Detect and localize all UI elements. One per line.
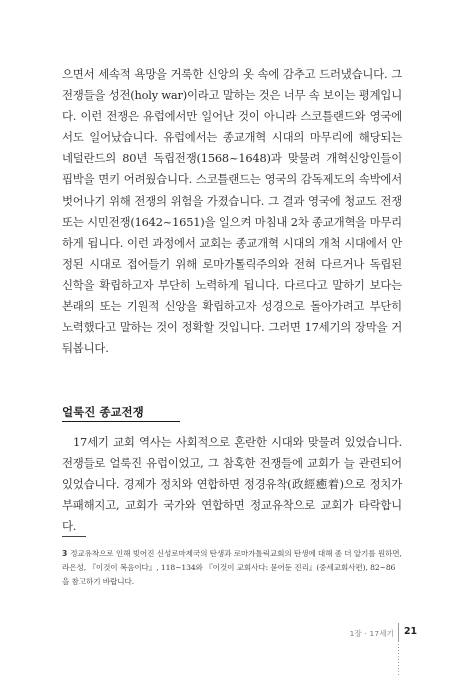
footnote xyxy=(62,547,402,589)
footnote-number: 3 xyxy=(62,549,68,558)
body-paragraph: 으면서 세속적 욕망을 거룩한 신앙의 옷 속에 감추고 드러냈습니다. 그 전쟁들을 성전(holy war)이라고 말하는 것은 너무 속 보이는 평계입니다. 이런 전쟁은 유럽에서만 일어난 것이 아니라 스코틀랜드와 영국에서도 일어났습니다. 유럽에서는 종교개혁 시대의 마무리에 해당되는 네덜란드의 80년 독립전쟁(1568~1648)과 맞물려 개혁신앙인들이 핍박을 면키 어려웠습니다. 스코틀랜드는 영국의 감독제도의 속박에서 벗어나기 위해 전쟁의 위험을 가졌습니다. 그 결과 영국에 청교도 전쟁 또는 시민전쟁(1642~1651)을 일으켜 마침내 2차 종교개혁을 마무리하게 됩니다. 이런 과정에서 교회는 종교개혁 시대의 개척 시대에서 안정된 시대로 접어들기 위해 로마가톨릭주의와 전혀 다르거나 독립된 신학을 확립하고자 부단히 노력하게 됩니다. 다르다고 말하기 보다는 본래의 또는 기원적 신앙을 확립하고자 성경으로 돌아가려고 부단히 노력했다고 말하는 것이 정확할 것입니다. 그러면 17세기의 장막을 거둬봅니다. xyxy=(62,67,402,356)
section-heading: 얼룩진 종교전쟁 xyxy=(62,405,144,419)
section-paragraph: 17세기 교회 역사는 사회적으로 혼란한 시대와 맞물려 있었습니다. 전쟁들로 얼룩진 유럽이었고, 그 참혹한 전쟁들에 교회가 늘 관련되어 있었습니다. 경제가 정치와 연합하면 정경유착(政經癒着)으로 정치가 부패해지고, 교회가 국가와 연합하면 정교유착으로 교회가 타락합니다. xyxy=(62,435,402,534)
running-footer-title: 1장 · 17세기 xyxy=(349,629,394,638)
footer-dotted-line xyxy=(398,641,399,675)
page-number: 21 xyxy=(404,626,418,637)
footnote-text: 정교유착으로 인해 빚어진 신성로마제국의 탄생과 로마가톨릭교회의 탄생에 대해 좀 더 알기를 원하면, 라은성, 『이것이 복음이다』, 118~134와 『이것이 교회사다: 묻어둔 진리』(중세교회사편), 82~86을 참고하기 바랍니다. xyxy=(62,549,402,586)
footer-divider xyxy=(398,623,399,641)
heading-underline xyxy=(62,421,180,422)
footnote-rule xyxy=(62,536,86,537)
